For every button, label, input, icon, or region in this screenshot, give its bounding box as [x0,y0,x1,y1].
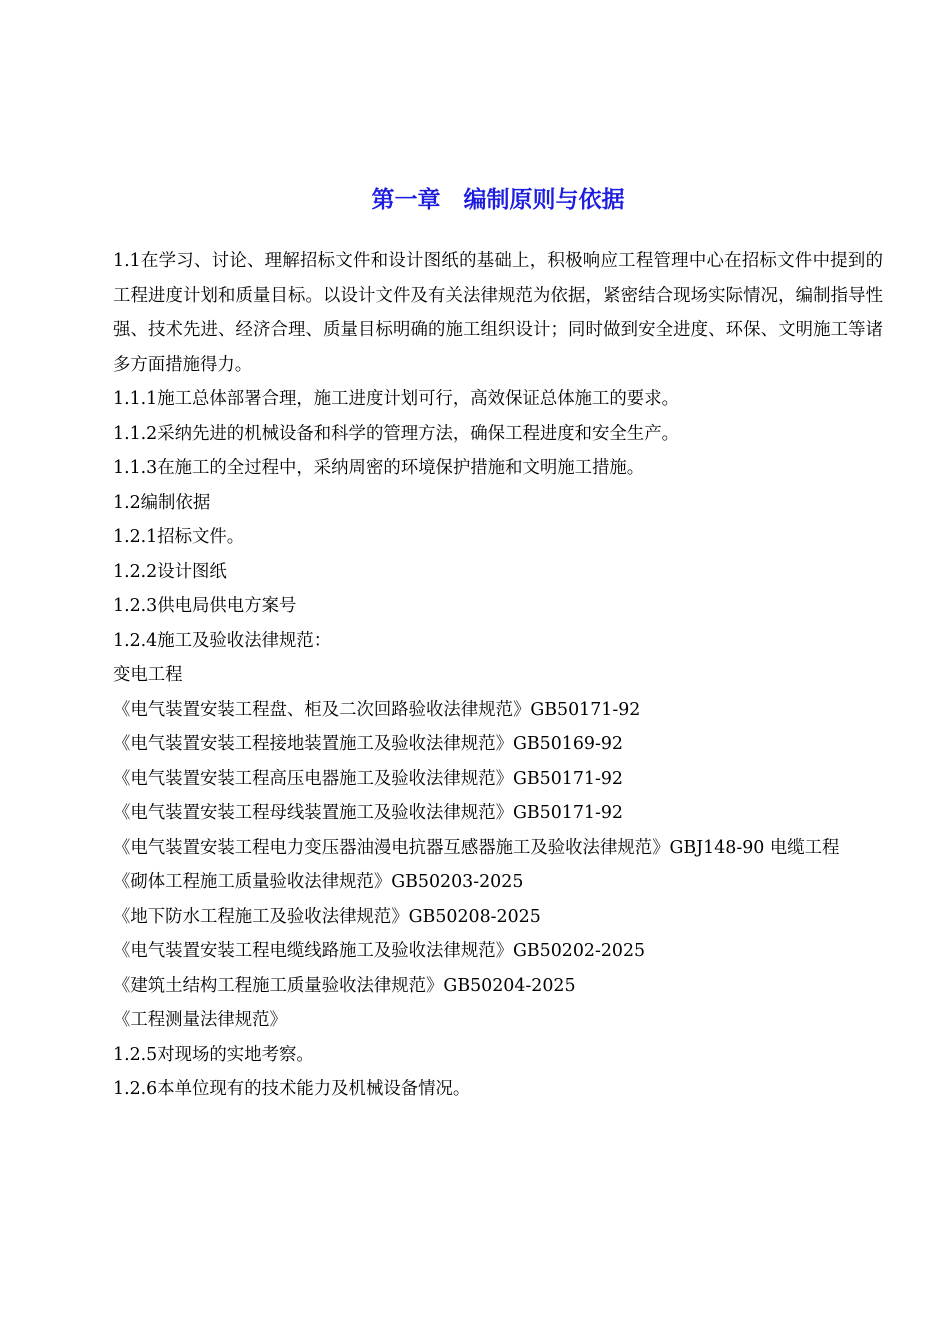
standard-item: 《电气装置安装工程电缆线路施工及验收法律规范》GB50202-2025 [113,941,646,961]
paragraph-1-2-4: 1.2.4施工及验收法律规范： [113,630,332,651]
paragraph-1-1: 1.1在学习、讨论、理解招标文件和设计图纸的基础上，积极响应工程管理中心在招标文件中提到的工程进度计划和质量目标。以设计文件及有关法律规范为依据，紧密结合现场实际情况，编制指导性强、技术先进、经济合理、质量目标明确的施工组织设计；同时做到安全进度、环保、文明施工等诸多方面措施得力。 [113,251,883,375]
paragraph-1-2-5: 1.2.5对现场的实地考察。 [113,1044,314,1065]
standard-item: 《电气装置安装工程母线装置施工及验收法律规范》GB50171-92 [113,803,623,823]
subheading-substation: 变电工程 [113,665,183,685]
standard-item: 《砌体工程施工质量验收法律规范》GB50203-2025 [113,872,524,892]
section-heading-1-2: 1.2编制依据 [113,492,211,513]
paragraph-1-1-1: 1.1.1施工总体部署合理，施工进度计划可行，高效保证总体施工的要求。 [113,389,679,409]
paragraph-1-2-2: 1.2.2设计图纸 [113,561,227,582]
chapter-title: 第一章 编制原则与依据 [371,187,625,213]
paragraph-1-1-2: 1.1.2采纳先进的机械设备和科学的管理方法，确保工程进度和安全生产。 [113,423,679,444]
paragraph-1-1-3: 1.1.3在施工的全过程中，采纳周密的环境保护措施和文明施工措施。 [113,458,645,478]
standard-item: 《电气装置安装工程电力变压器油漫电抗器互感器施工及验收法律规范》GBJ148-90 电缆工程 [113,837,840,858]
paragraph-1-2-3: 1.2.3供电局供电方案号 [113,596,297,616]
paragraph-1-2-1: 1.2.1招标文件。 [113,527,245,547]
standard-item: 《电气装置安装工程盘、柜及二次回路验收法律规范》GB50171-92 [113,699,641,720]
paragraph-1-2-6: 1.2.6本单位现有的技术能力及机械设备情况。 [113,1079,471,1099]
standard-item: 《工程测量法律规范》 [113,1010,287,1030]
standard-item: 《电气装置安装工程接地装置施工及验收法律规范》GB50169-92 [113,734,623,754]
body-text [113,244,883,1107]
standard-item: 《电气装置安装工程高压电器施工及验收法律规范》GB50171-92 [113,768,623,789]
standard-item: 《地下防水工程施工及验收法律规范》GB50208-2025 [113,906,541,927]
standard-item: 《建筑土结构工程施工质量验收法律规范》GB50204-2025 [113,975,576,996]
